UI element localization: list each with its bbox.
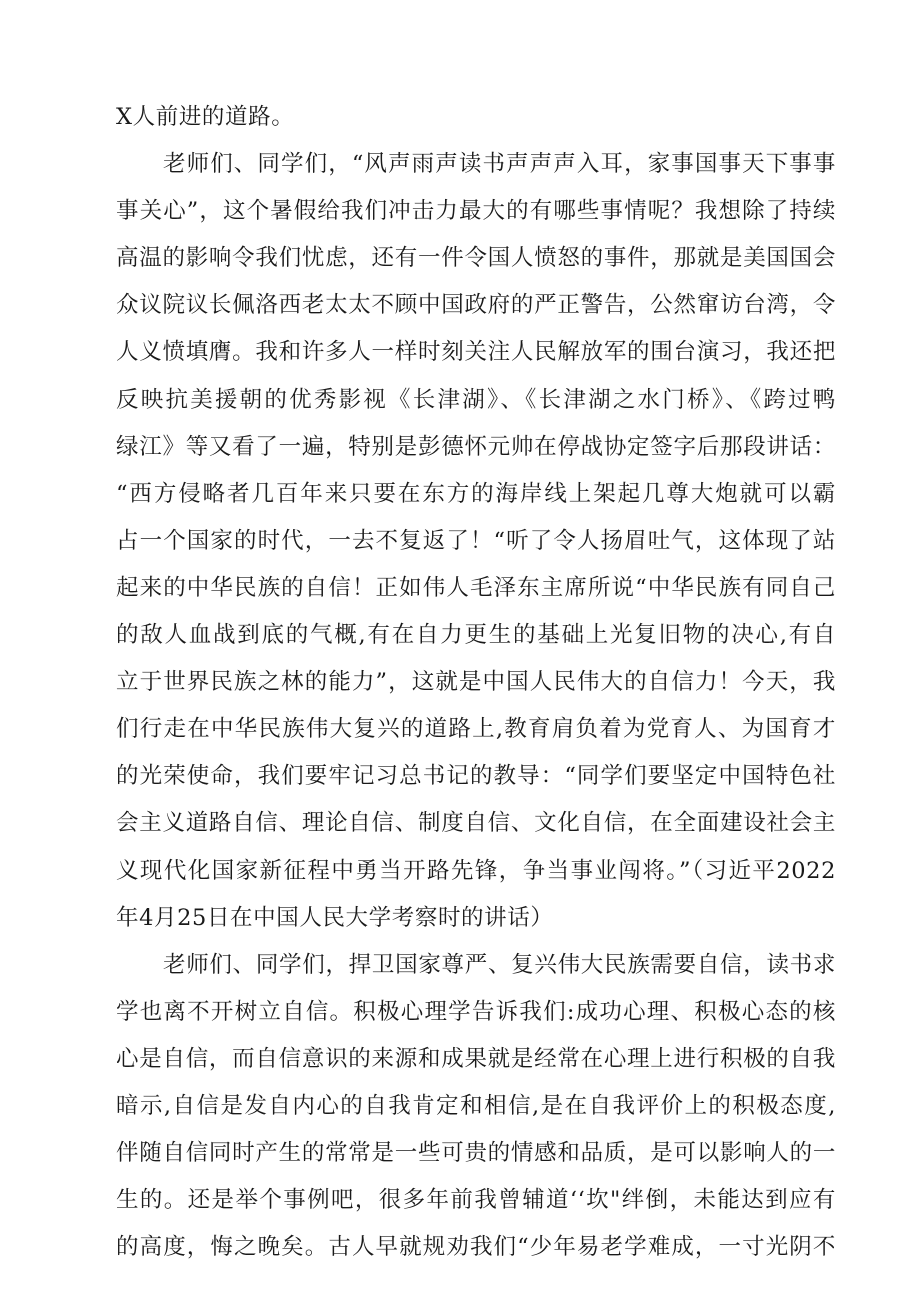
text-line: 绿江》等又看了一遍，特别是彭德怀元帅在停战协定签字后那段讲话：: [116, 433, 836, 460]
text-line: “西方侵略者几百年来只要在东方的海岸线上架起几尊大炮就可以霸: [116, 480, 836, 507]
document-body: [116, 94, 836, 1271]
paragraph-first-line: 老师们、同学们，捍卫国家尊严、复兴伟大民族需要自信，读书求: [163, 951, 836, 978]
paragraph-first-line: 老师们、同学们，“风声雨声读书声声声入耳，家事国事天下事事: [163, 151, 836, 178]
text-line: 众议院议长佩洛西老太太不顾中国政府的严正警告，公然窜访台湾，令: [116, 292, 836, 319]
text-line: 的高度，悔之晚矣。古人早就规劝我们“少年易老学难成，一寸光阴不: [116, 1234, 836, 1261]
text-line: 义现代化国家新征程中勇当开路先锋，争当事业闯将。”（习近平2022: [116, 857, 836, 884]
text-line: 高温的影响令我们忧虑，还有一件令国人愤怒的事件，那就是美国国会: [116, 245, 836, 272]
text-line: 反映抗美援朝的优秀影视《长津湖》、《长津湖之水门桥》、《跨过鸭: [116, 386, 836, 413]
text-line: 立于世界民族之林的能力”，这就是中国人民伟大的自信力！今天，我: [116, 669, 836, 696]
text-line: 会主义道路自信、理论自信、制度自信、文化自信，在全面建设社会主: [116, 810, 836, 837]
text-line: 的光荣使命，我们要牢记习总书记的教导：“同学们要坚定中国特色社: [116, 763, 836, 790]
text-line: 事关心”，这个暑假给我们冲击力最大的有哪些事情呢？我想除了持续: [116, 198, 836, 225]
text-line: 学也离不开树立自信。积极心理学告诉我们:成功心理、积极心态的核: [116, 998, 836, 1025]
text-line: 占一个国家的时代，一去不复返了！“听了令人扬眉吐气，这体现了站: [116, 527, 836, 554]
text-line: 的敌人血战到底的气概,有在自力更生的基础上光复旧物的决心,有自: [116, 622, 836, 649]
text-line: 起来的中华民族的自信！正如伟人毛泽东主席所说“中华民族有同自己: [116, 574, 836, 601]
text-line: 们行走在中华民族伟大复兴的道路上,教育肩负着为党育人、为国育才: [116, 716, 836, 743]
text-line: X人前进的道路。: [116, 104, 295, 130]
text-line: 年4月25日在中国人民大学考察时的讲话）: [116, 904, 554, 931]
text-line: 伴随自信同时产生的常常是一些可贵的情感和品质，是可以影响人的一: [116, 1140, 836, 1167]
text-line: 心是自信，而自信意识的来源和成果就是经常在心理上进行积极的自我: [116, 1045, 836, 1072]
text-line: 生的。还是举个事例吧，很多年前我曾辅道‘‘坎"绊倒，未能达到应有: [116, 1187, 836, 1214]
text-line: 暗示,自信是发自内心的自我肯定和相信,是在自我评价上的积极态度,: [116, 1092, 836, 1119]
text-line: 人义愤填膺。我和许多人一样时刻关注人民解放军的围台演习，我还把: [116, 339, 836, 366]
